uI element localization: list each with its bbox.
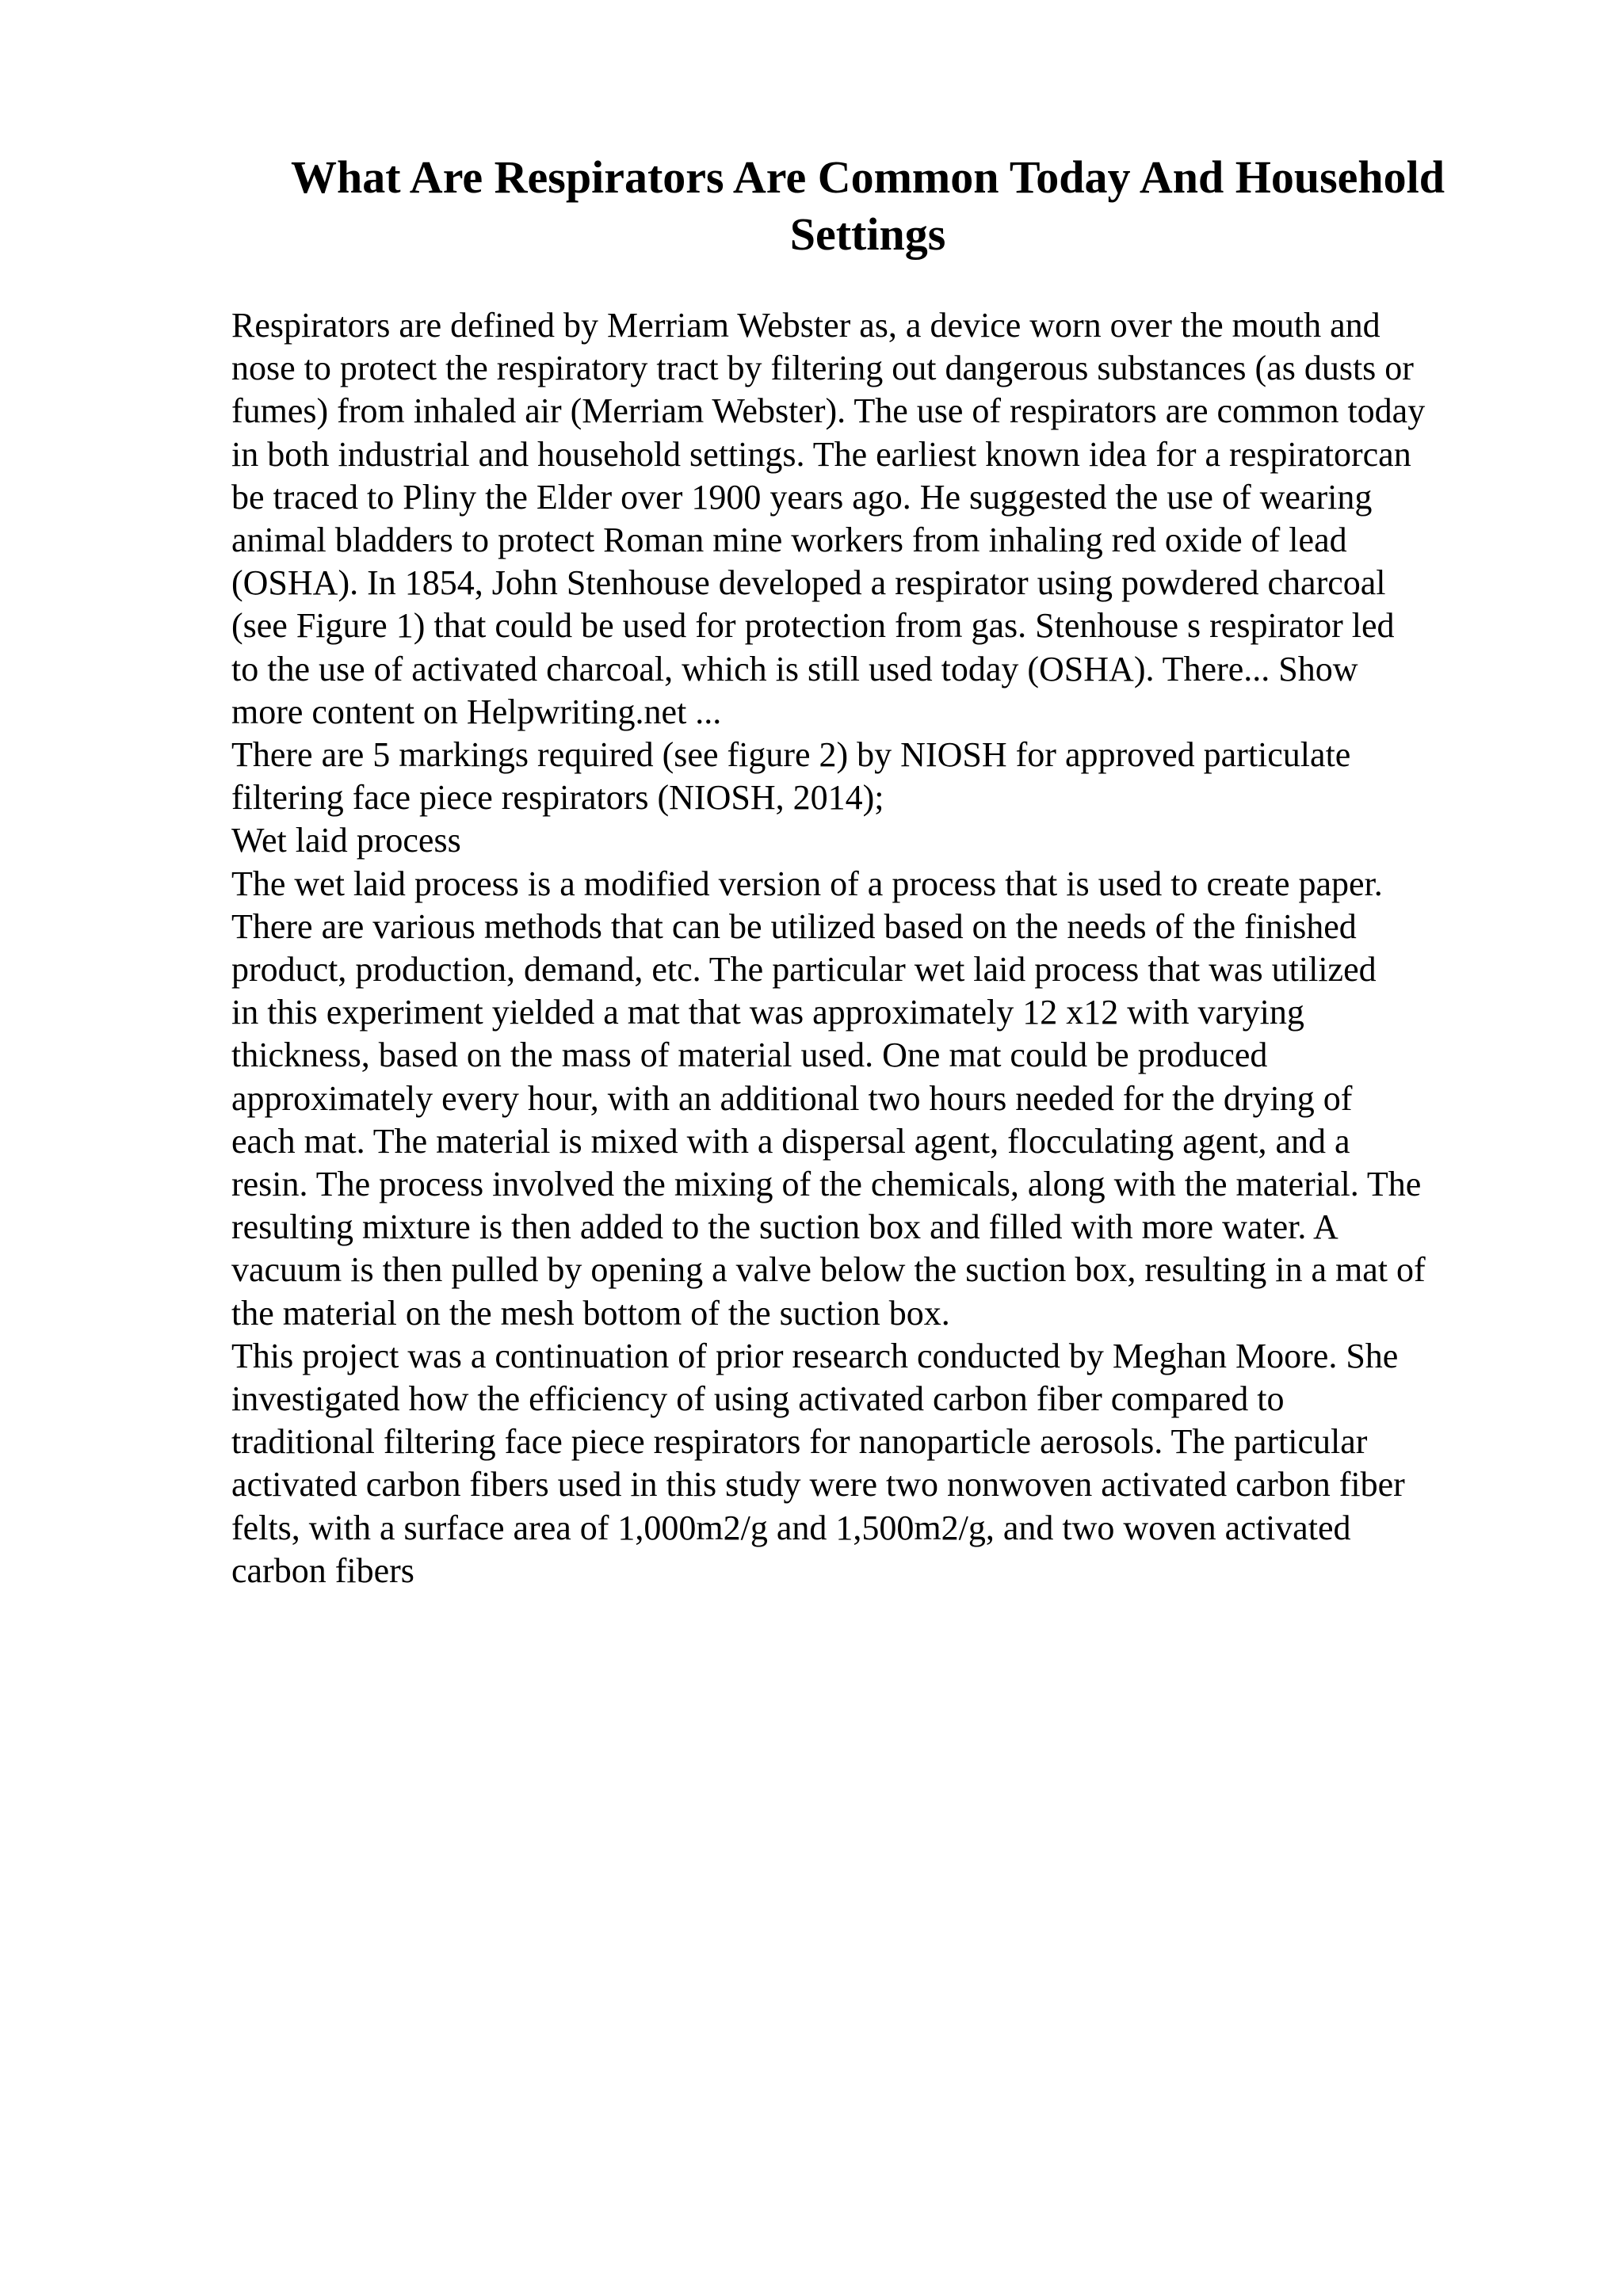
body-line: The wet laid process is a modified version of a process that is used to create paper.: [231, 864, 1383, 903]
body-line: felts, with a surface area of 1,000m2/g and 1,500m2/g, and two woven activated: [231, 1508, 1351, 1547]
body-line: investigated how the efficiency of using activated carbon fiber compared to: [231, 1379, 1285, 1419]
body-line: This project was a continuation of prior research conducted by Meghan Moore. She: [231, 1336, 1399, 1375]
body-line: approximately every hour, with an additional two hours needed for the drying of: [231, 1078, 1353, 1118]
body-line: thickness, based on the mass of material used. One mat could be produced: [231, 1035, 1268, 1075]
body-line: Respirators are defined by Merriam Webster as, a device worn over the mouth and: [231, 306, 1381, 345]
body-line: vacuum is then pulled by opening a valve below the suction box, resulting in a mat of: [231, 1250, 1426, 1290]
document-body: [231, 304, 1515, 1592]
body-line: carbon fibers: [231, 1550, 414, 1590]
body-line: filtering face piece respirators (NIOSH, 2014);: [231, 778, 884, 818]
body-line: traditional filtering face piece respirators for nanoparticle aerosols. The particular: [231, 1422, 1368, 1462]
section-heading: Wet laid process: [231, 821, 461, 860]
body-line: fumes) from inhaled air (Merriam Webster). The use of respirators are common today: [231, 391, 1426, 431]
body-line: in this experiment yielded a mat that was approximately 12 x12 with varying: [231, 993, 1304, 1032]
body-line: be traced to Pliny the Elder over 1900 years ago. He suggested the use of wearing: [231, 477, 1373, 517]
body-line: There are various methods that can be utilized based on the needs of the finished: [231, 906, 1357, 946]
body-line: nose to protect the respiratory tract by filtering out dangerous substances (as dusts or: [231, 349, 1414, 388]
body-line: activated carbon fibers used in this study were two nonwoven activated carbon fiber: [231, 1465, 1405, 1505]
body-line: resin. The process involved the mixing of the chemicals, along with the material. The: [231, 1165, 1422, 1204]
body-line: in both industrial and household settings. The earliest known idea for a respiratorcan: [231, 434, 1411, 474]
body-line: each mat. The material is mixed with a dispersal agent, flocculating agent, and a: [231, 1121, 1350, 1161]
body-line: (see Figure 1) that could be used for protection from gas. Stenhouse s respirator led: [231, 606, 1395, 646]
body-line: There are 5 markings required (see figure 2) by NIOSH for approved particulate: [231, 735, 1351, 775]
body-line: animal bladders to protect Roman mine workers from inhaling red oxide of lead: [231, 521, 1347, 560]
body-line: resulting mixture is then added to the suction box and filled with more water. A: [231, 1207, 1338, 1247]
document-title: What Are Respirators Are Common Today And Household Settings: [290, 151, 1445, 260]
body-line: (OSHA). In 1854, John Stenhouse developed a respirator using powdered charcoal: [231, 563, 1386, 603]
body-line: to the use of activated charcoal, which is still used today (OSHA). There... Show: [231, 649, 1358, 688]
body-line: the material on the mesh bottom of the suction box.: [231, 1293, 950, 1333]
body-line: more content on Helpwriting.net ...: [231, 692, 722, 731]
body-line: product, production, demand, etc. The particular wet laid process that was utilized: [231, 950, 1377, 990]
